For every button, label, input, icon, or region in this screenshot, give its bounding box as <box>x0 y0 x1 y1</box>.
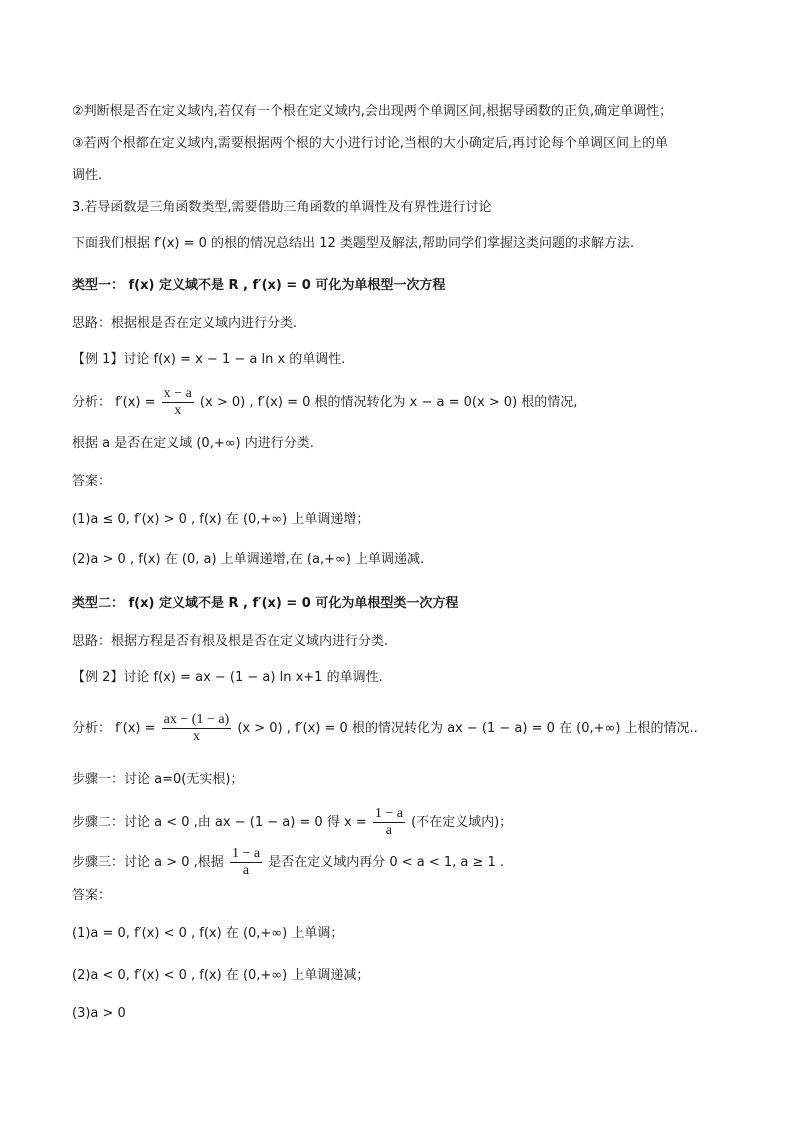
example-1-classification: 根据 a 是否在定义域 (0,+∞) 内进行分类. <box>72 436 314 451</box>
step-3-text: ③若两个根都在定义域内,需要根据两个根的大小进行讨论,当根的大小确定后,再讨论每个单调区间上的单 <box>72 136 669 151</box>
analysis-prefix: 分析： f′(x) = <box>72 395 156 410</box>
fraction <box>162 386 194 419</box>
intro-paragraph: 下面我们根据 f′(x) = 0 的根的情况总结出 12 类题型及解法,帮助同学们掌握这类问题的求解方法. <box>72 236 635 251</box>
fraction-denominator: a <box>385 823 392 838</box>
fraction-denominator: x <box>174 403 182 418</box>
step-3-continued: 调性. <box>72 168 103 183</box>
example-1-analysis <box>72 386 577 419</box>
step-three-prefix: 步骤三：讨论 a > 0 ,根据 <box>72 855 224 870</box>
analysis-suffix: (x > 0) , f′(x) = 0 根的情况转化为 ax − (1 − a) = 0 在 (0,+∞) 上根的情况.. <box>237 721 698 736</box>
fraction-numerator: 1 − a <box>374 806 403 821</box>
fraction-numerator: ax − (1 − a) <box>163 712 230 727</box>
step-two-prefix: 步骤二：讨论 a < 0 ,由 ax − (1 − a) = 0 得 x = <box>72 815 367 830</box>
fraction-denominator: a <box>242 863 250 878</box>
answer-2-case-1: (1)a = 0, f′(x) < 0 , f(x) 在 (0,+∞) 上单调； <box>72 926 344 941</box>
answer-1-case-2: (2)a > 0 , f(x) 在 (0, a) 上单调递增,在 (a,+∞) 上单调递减. <box>72 552 425 567</box>
type-1-idea: 思路：根据根是否在定义域内进行分类. <box>72 316 298 331</box>
type-2-heading: 类型二： f(x) 定义域不是 R , f′(x) = 0 可化为单根型类一次方程 <box>72 596 459 611</box>
fraction <box>230 846 262 879</box>
analysis-prefix: 分析： f′(x) = <box>72 721 156 736</box>
type-2-idea: 思路：根据方程是否有根及根是否在定义域内进行分类. <box>72 634 389 649</box>
answer-2-case-2: (2)a < 0, f′(x) < 0 , f(x) 在 (0,+∞) 上单调递减； <box>72 968 370 983</box>
step-three-suffix: 是否在定义域内再分 0 < a < 1, a ≥ 1 . <box>268 855 505 870</box>
step-2-text: ②判断根是否在定义域内,若仅有一个根在定义域内,会出现两个单调区间,根据导函数的正负,确定单调性； <box>72 104 673 119</box>
example-2-analysis <box>72 712 698 745</box>
step-two <box>72 806 512 839</box>
fraction-numerator: x − a <box>163 386 192 401</box>
step-one: 步骤一：讨论 a=0(无实根)； <box>72 772 244 787</box>
example-2-title: 【例 2】讨论 f(x) = ax − (1 − a) ln x+1 的单调性. <box>72 670 383 685</box>
fraction <box>162 712 232 745</box>
point-3-text: 3.若导函数是三角函数类型,需要借助三角函数的单调性及有界性进行讨论 <box>72 200 492 215</box>
answer-2-case-3: (3)a > 0 <box>72 1006 126 1021</box>
type-1-heading: 类型一： f(x) 定义域不是 R , f′(x) = 0 可化为单根型一次方程 <box>72 278 446 293</box>
answer-label-2: 答案： <box>72 888 112 903</box>
answer-1-case-1: (1)a ≤ 0, f′(x) > 0 , f(x) 在 (0,+∞) 上单调递增； <box>72 512 370 527</box>
answer-label-1: 答案： <box>72 474 112 489</box>
step-three <box>72 846 504 879</box>
fraction-denominator: x <box>192 729 200 744</box>
fraction-numerator: 1 − a <box>231 846 261 861</box>
analysis-suffix: (x > 0) , f′(x) = 0 根的情况转化为 x − a = 0(x > 0) 根的情况, <box>199 395 578 410</box>
example-1-title: 【例 1】讨论 f(x) = x − 1 − a ln x 的单调性. <box>72 352 346 367</box>
fraction <box>373 806 405 839</box>
step-two-suffix: (不在定义域内)； <box>411 815 513 830</box>
